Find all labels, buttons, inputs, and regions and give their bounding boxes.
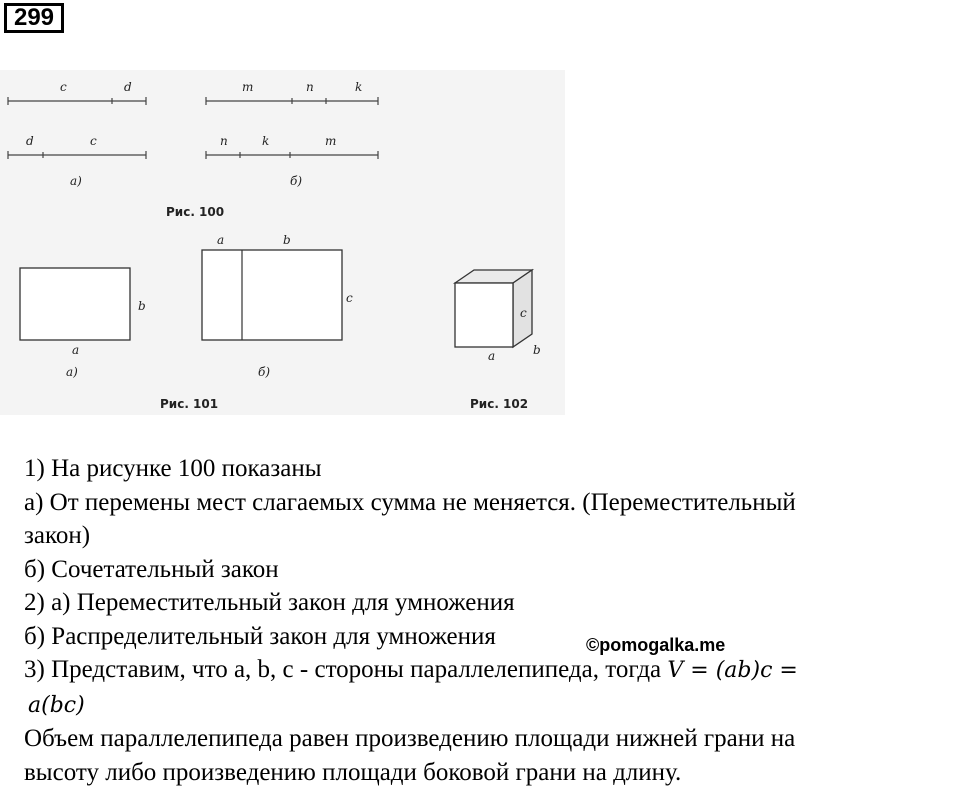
- fig102-caption: Рис. 102: [470, 397, 528, 411]
- fig102-label-c: c: [520, 306, 527, 320]
- fig100-a-bottom-segment: [8, 151, 146, 159]
- textbook-figures: [0, 70, 565, 415]
- fig101-caption: Рис. 101: [160, 397, 218, 411]
- problem-number-badge: 299: [4, 3, 64, 33]
- fig100-b-top-label-3: k: [355, 80, 362, 94]
- fig100-b-bottom-label-1: n: [220, 134, 228, 148]
- fig101-a-height-label: b: [138, 299, 146, 313]
- fig100-sub-b: б): [290, 174, 302, 188]
- fig102-label-a: a: [488, 349, 495, 363]
- solution-line-3: закон): [24, 519, 954, 553]
- fig101-b-top-left-label: a: [217, 233, 224, 247]
- fig100-a-top-label-2: d: [124, 80, 132, 94]
- fig101-sub-b: б): [258, 365, 270, 379]
- fig100-b-bottom-label-2: k: [262, 134, 269, 148]
- fig100-sub-a: а): [70, 174, 82, 188]
- fig100-b-top-label-2: n: [306, 80, 314, 94]
- solution-line-8: [24, 688, 954, 723]
- solution-line-7-text: 3) Представим, что a, b, c - стороны параллелепипеда, тогда: [24, 656, 667, 683]
- fig100-b-bottom-segment: [206, 151, 378, 159]
- solution-line-2: а) От перемены мест слагаемых сумма не меняется. (Переместительный: [24, 486, 954, 520]
- solution-line-5: 2) а) Переместительный закон для умножения: [24, 586, 954, 620]
- solution-line-9: Объем параллелепипеда равен произведению площади нижней грани на: [24, 722, 954, 756]
- fig101-sub-a: а): [66, 365, 78, 379]
- solution-line-4: б) Сочетательный закон: [24, 553, 954, 587]
- fig101-b-rectangle: [202, 250, 342, 340]
- fig101-b-height-label: c: [346, 291, 353, 305]
- volume-formula-part-2: a(bc): [24, 693, 85, 718]
- solution-line-10: высоту либо произведению площади боковой грани на длину.: [24, 756, 954, 789]
- volume-formula-part-1: V = (ab)c =: [667, 658, 797, 683]
- watermark: ©pomogalka.me: [586, 635, 725, 656]
- fig100-a-top-segment: [8, 97, 146, 105]
- fig100-a-top-label-1: c: [60, 80, 67, 94]
- fig101-a-rectangle: [20, 268, 130, 340]
- solution-text: [24, 452, 954, 789]
- solution-line-1: 1) На рисунке 100 показаны: [24, 452, 954, 486]
- fig100-b-bottom-label-3: m: [325, 134, 336, 148]
- solution-line-7: [24, 653, 954, 688]
- figures-drawing: [0, 70, 565, 415]
- solution-line-6: б) Распределительный закон для умножения: [24, 620, 954, 654]
- fig100-a-bottom-label-2: c: [90, 134, 97, 148]
- fig101-b-top-right-label: b: [283, 233, 291, 247]
- fig102-label-b: b: [533, 343, 541, 357]
- fig100-caption: Рис. 100: [166, 205, 224, 219]
- fig100-b-top-label-1: m: [242, 80, 253, 94]
- fig100-a-bottom-label-1: d: [26, 134, 34, 148]
- fig100-b-top-segment: [206, 97, 378, 105]
- fig101-a-width-label: a: [72, 343, 79, 357]
